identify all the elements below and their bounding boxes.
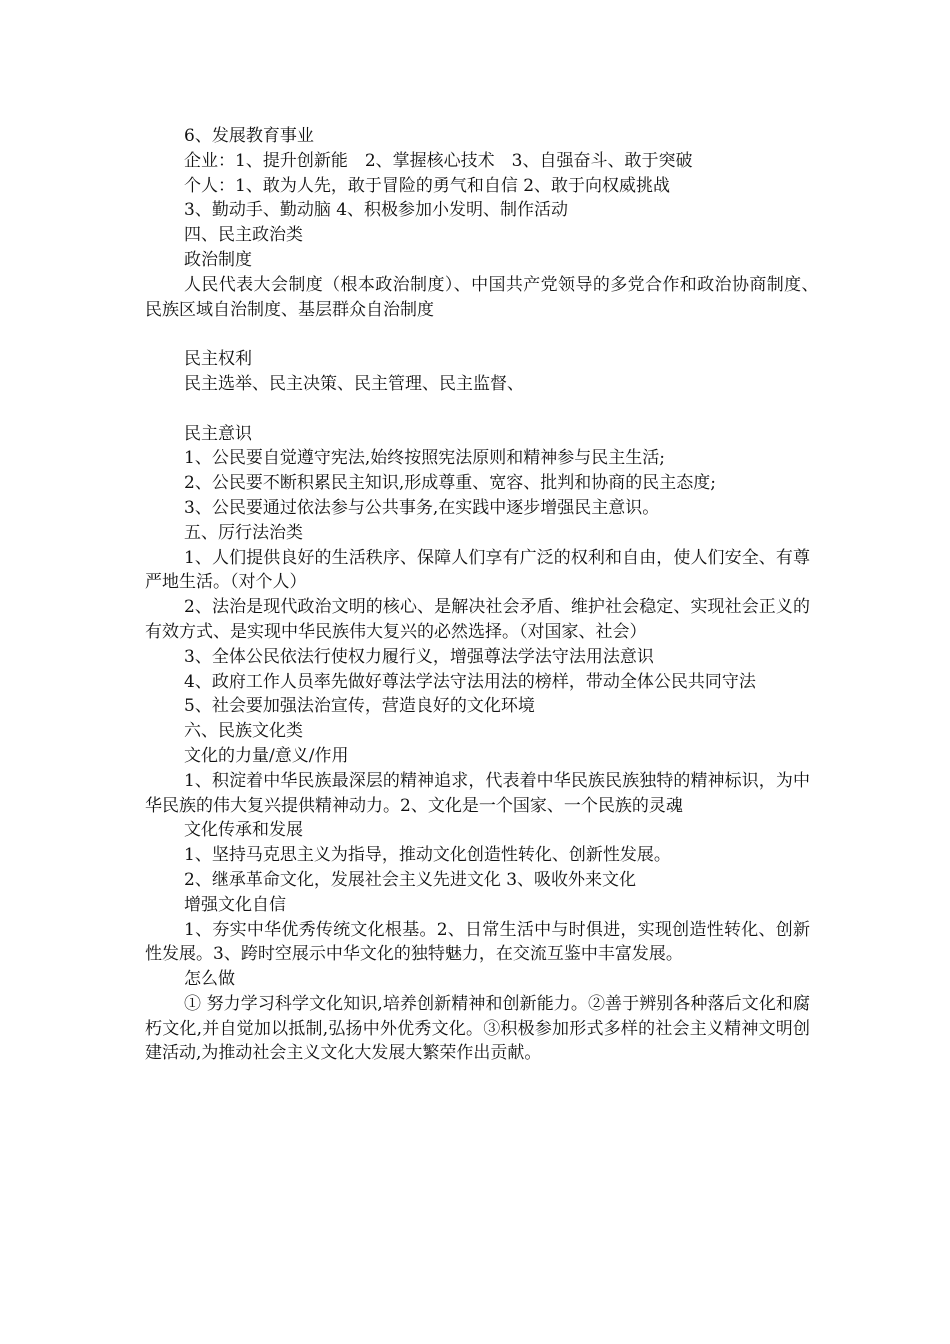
paragraph-how-to: ① 努力学习科学文化知识,培养创新精神和创新能力。②善于辨别各种落后文化和腐朽文化,并自觉加以抵制,弘扬中外优秀文化。③积极参加形式多样的社会主义精神文明创建活动,为推动社会主义文化大发展大繁荣作出贡献。 xyxy=(145,993,810,1064)
subheading-culture-inheritance: 文化传承和发展 xyxy=(184,820,303,841)
list-item-education: 6、发展教育事业 xyxy=(184,126,314,146)
section-heading-democracy: 四、民主政治类 xyxy=(184,225,303,246)
paragraph-democratic-rights: 民主选举、民主决策、民主管理、民主监督、 xyxy=(184,373,524,394)
document-body xyxy=(145,124,827,1066)
subheading-culture-power: 文化的力量/意义/作用 xyxy=(184,745,349,766)
list-item: 3、全体公民依法行使权力履行义，增强尊法学法守法用法意识 xyxy=(184,646,654,667)
list-item: 1、公民要自觉遵守宪法,始终按照宪法原则和精神参与民主生活; xyxy=(184,448,665,469)
enterprise-line: 企业：1、提升创新能 2、掌握核心技术 3、自强奋斗、敢于突破 xyxy=(184,150,693,171)
section-heading-rule-of-law: 五、厉行法治类 xyxy=(184,522,303,543)
list-item: 1、人们提供良好的生活秩序、保障人们享有广泛的权利和自由，使人们安全、有尊严地生活。（对个人） xyxy=(145,547,810,593)
paragraph-political-system: 人民代表大会制度（根本政治制度）、中国共产党领导的多党合作和政治协商制度、 民族区域自治制度、基层群众自治制度 xyxy=(145,274,827,320)
list-item: 1、坚持马克思主义为指导，推动文化创造性转化、创新性发展。 xyxy=(184,845,671,866)
subheading-democratic-rights: 民主权利 xyxy=(184,349,252,370)
subheading-how-to: 怎么做 xyxy=(184,969,235,990)
list-item: 3、公民要通过依法参与公共事务,在实践中逐步增强民主意识。 xyxy=(184,497,660,518)
section-heading-national-culture: 六、民族文化类 xyxy=(184,721,303,742)
blank-line xyxy=(145,397,810,422)
list-item: 5、社会要加强法治宣传，营造良好的文化环境 xyxy=(184,696,535,717)
list-item: 2、继承革命文化，发展社会主义先进文化 3、吸收外来文化 xyxy=(184,869,637,890)
list-item: 1、夯实中华优秀传统文化根基。2、日常生活中与时俱进，实现创造性转化、创新性发展。3、跨时空展示中华文化的独特魅力，在交流互鉴中丰富发展。 xyxy=(145,919,810,965)
list-item: 1、积淀着中华民族最深层的精神追求，代表着中华民族民族独特的精神标识，为中华民族的伟大复兴提供精神动力。2、文化是一个国家、一个民族的灵魂 xyxy=(145,770,810,816)
list-item: 2、法治是现代政治文明的核心、是解决社会矛盾、维护社会稳定、实现社会正义的有效方式、是实现中华民族伟大复兴的必然选择。（对国家、社会） xyxy=(145,597,810,642)
individual-line: 个人：1、敢为人先，敢于冒险的勇气和自信 2、敢于向权威挑战 xyxy=(184,175,671,196)
subheading-cultural-confidence: 增强文化自信 xyxy=(184,894,286,915)
list-item: 2、公民要不断积累民主知识,形成尊重、宽容、批判和协商的民主态度; xyxy=(184,473,716,494)
list-item: 4、政府工作人员率先做好尊法学法守法用法的榜样，带动全体公民共同守法 xyxy=(184,671,756,692)
subheading-democratic-awareness: 民主意识 xyxy=(184,423,252,444)
individual-line-continued: 3、勤动手、勤动脑 4、积极参加小发明、制作活动 xyxy=(184,200,569,221)
subheading-political-system: 政治制度 xyxy=(184,249,252,270)
blank-line xyxy=(145,322,810,347)
